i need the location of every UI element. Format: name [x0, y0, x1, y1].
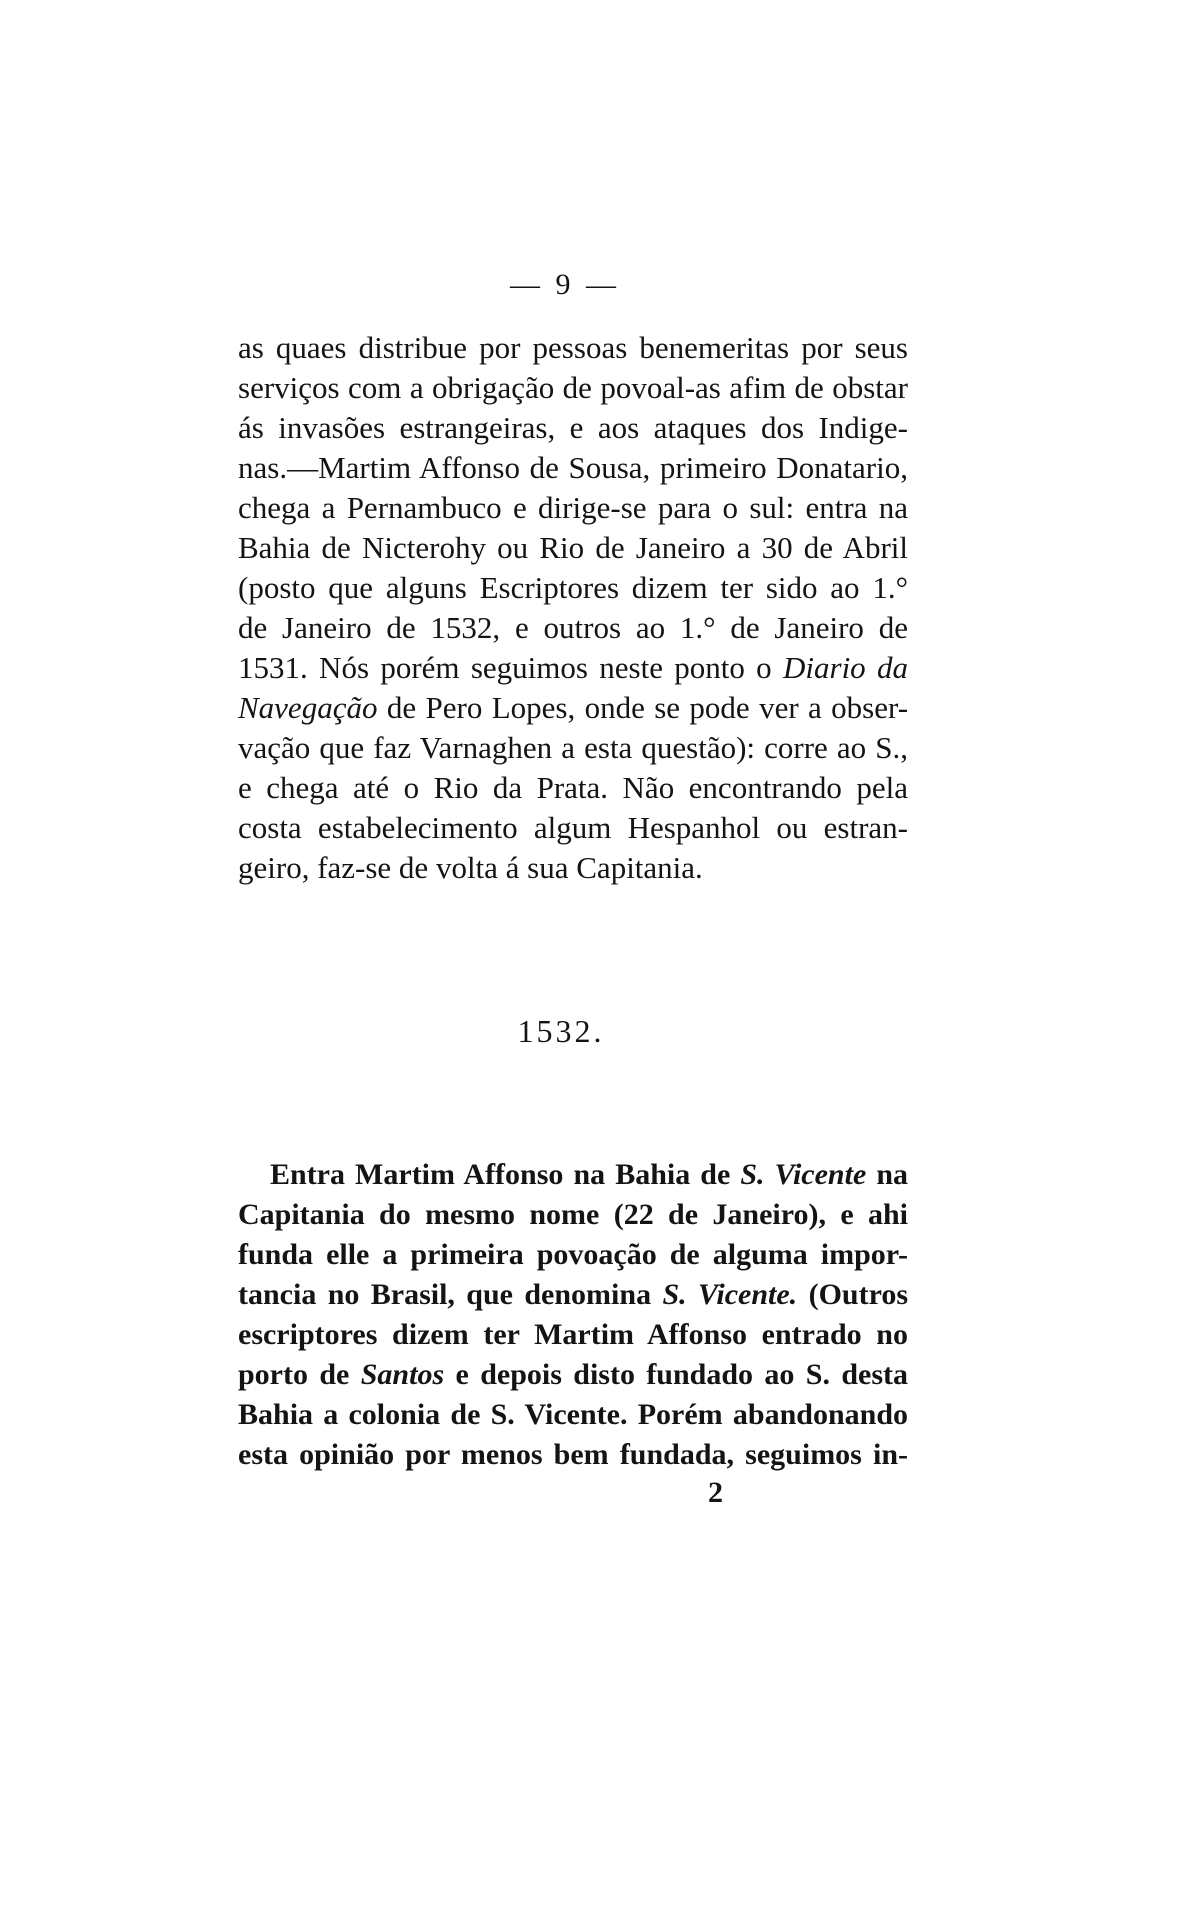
text-line: Capitania do mesmo nome (22 de Janeiro), e ahi — [238, 1198, 908, 1231]
text-line — [238, 1280, 908, 1310]
text-line: geiro, faz-se de volta á sua Capitania. — [238, 850, 703, 885]
text-line — [238, 1360, 908, 1390]
text-line — [270, 1160, 908, 1190]
text-line: esta opinião por menos bem fundada, seguimos in- — [238, 1438, 908, 1471]
text-line: e chega até o Rio da Prata. Não encontrando pela — [238, 770, 908, 805]
text-segment: (Outros — [808, 1278, 909, 1311]
text-segment: de Pero Lopes, onde se pode ver a obser- — [386, 690, 909, 725]
text-line: escriptores dizem ter Martim Affonso entrado no — [238, 1318, 908, 1351]
text-segment: 1531. Nós porém seguimos neste ponto o — [238, 650, 772, 685]
text-line: serviços com a obrigação de povoal-as afim de obstar — [238, 370, 908, 405]
text-segment: tancia no Brasil, que denomina — [238, 1278, 652, 1311]
text-line: vação que faz Varnaghen a esta questão): corre ao S., — [238, 730, 908, 765]
text-line — [238, 692, 908, 723]
italic-place: S. Vicente — [740, 1158, 867, 1191]
text-segment: porto de — [238, 1358, 350, 1391]
text-line: ás invasões estrangeiras, e aos ataques dos Indige- — [238, 410, 908, 445]
text-line: Bahia de Nicterohy ou Rio de Janeiro a 30 de Abril — [238, 530, 908, 565]
text-line: as quaes distribue por pessoas benemeritas por seus — [238, 330, 908, 365]
text-line: chega a Pernambuco e dirige-se para o sul: entra na — [238, 490, 908, 525]
text-segment: Entra Martim Affonso na Bahia de — [270, 1158, 731, 1191]
text-line: (posto que alguns Escriptores dizem ter sido ao 1.° — [238, 570, 908, 605]
signature-mark: 2 — [708, 1476, 723, 1509]
page-number-header: — 9 — — [510, 268, 620, 301]
text-line: Bahia a colonia de S. Vicente. Porém abandonando — [238, 1398, 908, 1431]
italic-place: S. Vicente. — [662, 1278, 798, 1311]
italic-title: Navegação — [238, 690, 378, 725]
text-line: funda elle a primeira povoação de alguma impor- — [238, 1238, 908, 1271]
year-heading: 1532. — [517, 1013, 605, 1049]
text-line — [238, 652, 908, 683]
italic-title: Diario da — [783, 650, 908, 685]
text-line: de Janeiro de 1532, e outros ao 1.° de Janeiro de — [238, 610, 908, 645]
italic-place: Santos — [360, 1358, 445, 1391]
text-line: nas.—Martim Affonso de Sousa, primeiro Donatario, — [238, 450, 908, 485]
text-segment: na — [876, 1158, 909, 1191]
text-segment: e depois disto fundado ao S. desta — [455, 1358, 909, 1391]
text-line: costa estabelecimento algum Hespanhol ou estran- — [238, 810, 908, 845]
